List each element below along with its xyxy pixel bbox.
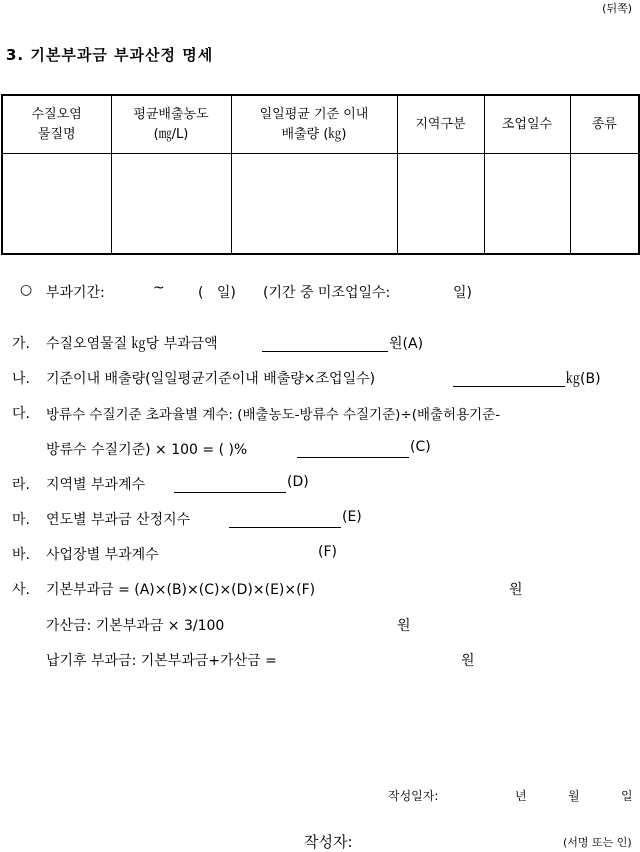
assessment-table [1,94,640,255]
item-d-suffix: (D) [287,474,309,490]
item-d-blank[interactable] [174,476,286,493]
item-e-text: 연도별 부과금 산정지수 [46,512,191,528]
item-f-suffix: (F) [318,544,337,560]
cell-pollutant-name[interactable] [2,154,111,255]
period-days: ( 일) [198,285,236,301]
item-a-prefix: 가. [12,336,30,352]
surcharge-unit: 원 [397,618,411,634]
period-inactive-label: (기간 중 미조업일수: [263,285,391,301]
table-row [2,154,639,255]
cell-operating-days[interactable] [484,154,570,255]
item-g-prefix: 사. [12,582,30,598]
date-year: 년 [515,789,527,803]
cell-daily-discharge[interactable] [231,154,397,255]
period-label: 부과기간: [46,285,105,301]
item-b-suffix: ㎏(B) [566,371,601,387]
item-b-blank[interactable] [453,370,565,387]
item-f-prefix: 바. [12,547,30,563]
header-pollutant-name: 수질오염 물질명 [2,95,111,154]
item-b-text: 기준이내 배출량(일일평균기준이내 배출량×조업일수) [46,371,376,387]
period-bullet: ○ [20,282,33,298]
after-due-unit: 원 [461,653,475,669]
item-a-text: 수질오염물질 ㎏당 부과금액 [46,336,218,352]
period-inactive-unit: 일) [453,285,472,301]
item-b-prefix: 나. [12,371,30,387]
item-e-suffix: (E) [342,509,362,525]
date-day: 일 [621,789,633,803]
back-side-label: (뒤쪽) [602,2,632,15]
item-c-suffix: (C) [410,439,431,455]
period-tilde: ~ [153,280,165,296]
date-label: 작성일자: [388,789,439,803]
item-c-blank[interactable] [297,441,409,458]
signature-note: (서명 또는 인) [563,836,632,849]
surcharge-text: 가산금: 기본부과금 × 3/100 [46,618,225,634]
header-daily-discharge: 일일평균 기준 이내 배출량 (㎏) [231,95,397,154]
after-due-text: 납기후 부과금: 기본부과금+가산금 = [46,653,277,669]
cell-region[interactable] [397,154,484,255]
date-month: 월 [568,789,580,803]
cell-type[interactable] [570,154,639,255]
item-c-text-1: 방류수 수질기준 초과율별 계수: (배출농도-방류수 수질기준)÷(배출허용기준- [46,407,501,423]
item-e-prefix: 마. [12,512,30,528]
item-a-suffix: 원(A) [389,336,424,352]
item-c-text-2: 방류수 수질기준) × 100 = ( )% [46,442,248,458]
item-d-prefix: 라. [12,477,30,493]
header-region: 지역구분 [397,95,484,154]
item-a-blank[interactable] [262,335,388,352]
header-operating-days: 조업일수 [484,95,570,154]
cell-avg-concentration[interactable] [111,154,231,255]
item-f-text: 사업장별 부과계수 [46,547,159,563]
item-c-prefix: 다. [12,406,30,422]
item-g-text: 기본부과금 = (A)×(B)×(C)×(D)×(E)×(F) [46,582,316,598]
table-header-row [2,95,639,154]
author-label: 작성자: [304,833,353,851]
section-title: 3. 기본부과금 부과산정 명세 [6,46,214,64]
header-avg-concentration: 평균배출농도 (㎎/L) [111,95,231,154]
item-d-text: 지역별 부과계수 [46,477,146,493]
header-type: 종류 [570,95,639,154]
item-g-unit: 원 [509,582,523,598]
item-e-blank[interactable] [229,511,341,528]
